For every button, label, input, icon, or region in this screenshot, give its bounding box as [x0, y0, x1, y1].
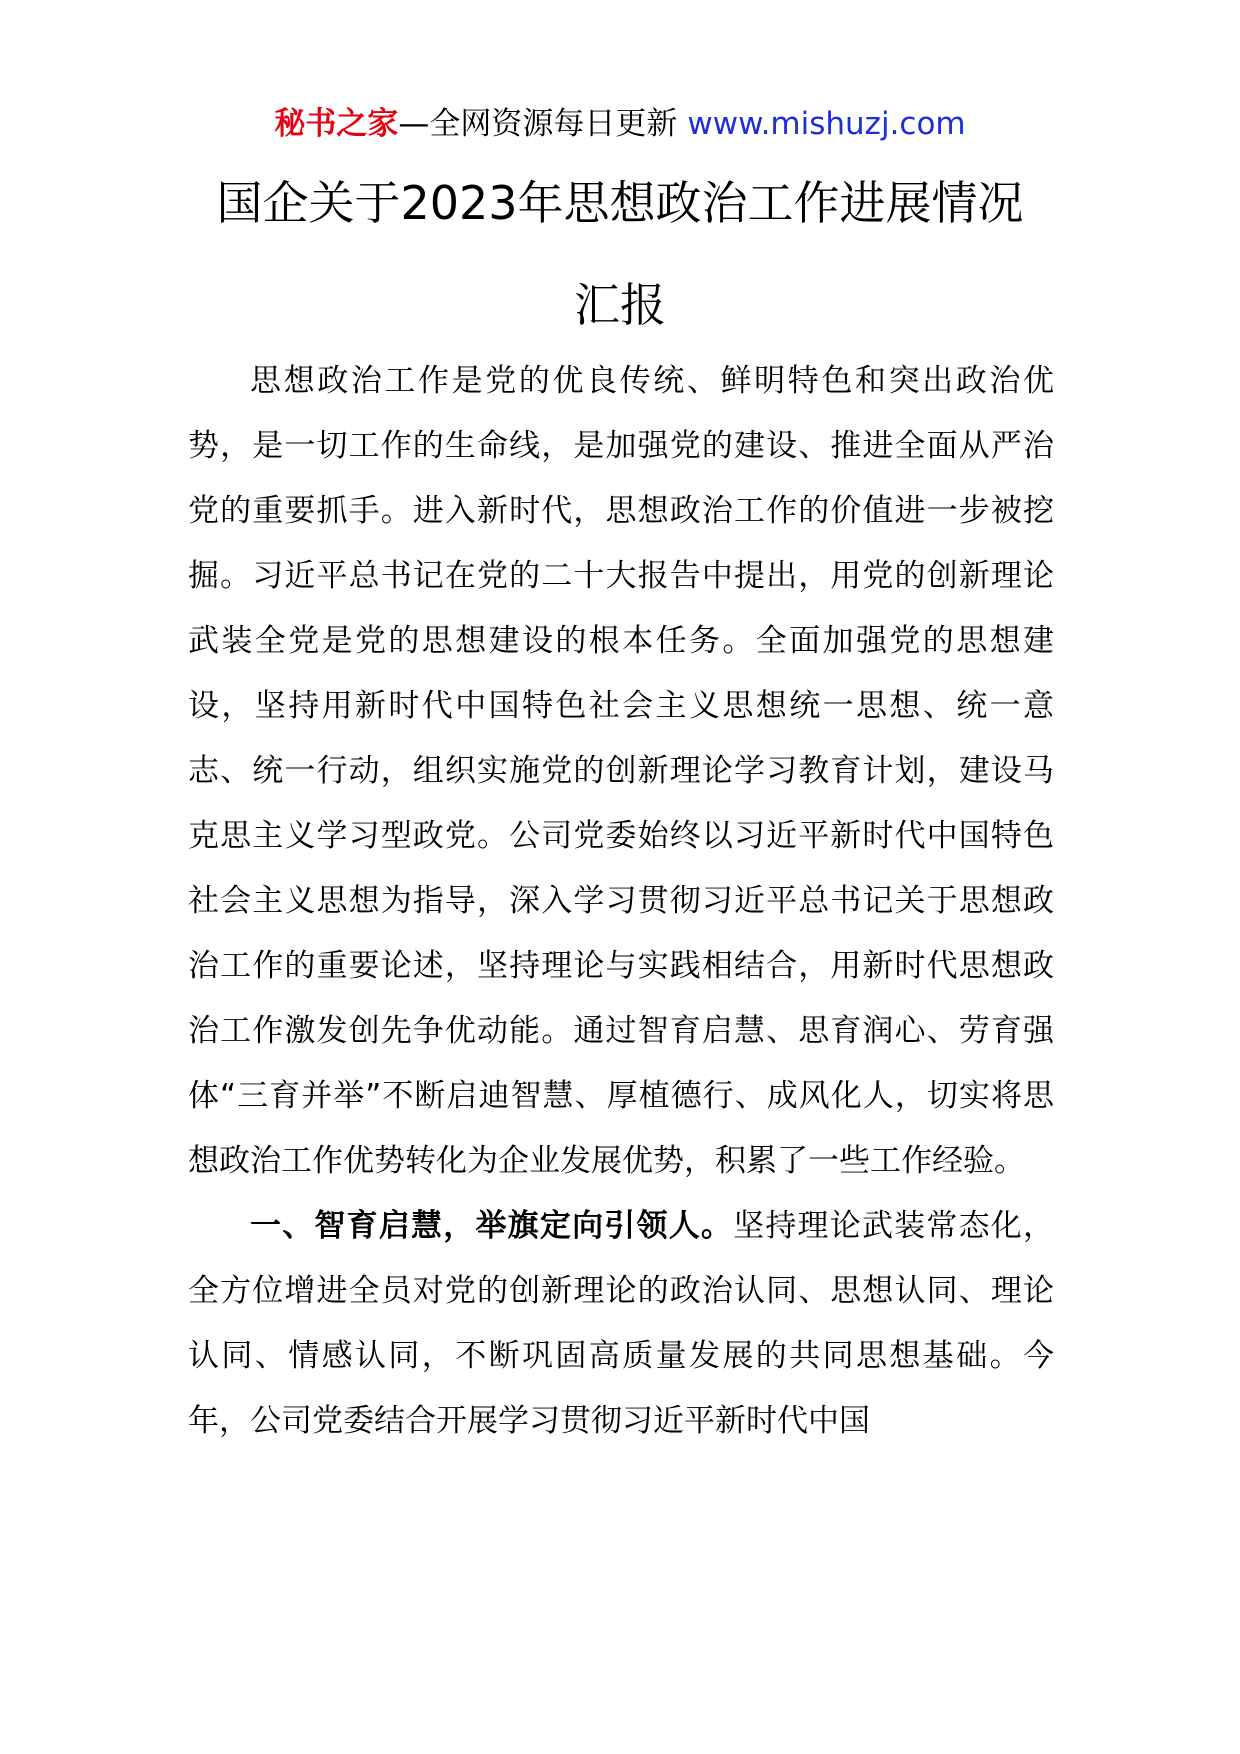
intro-paragraph: 思想政治工作是党的优良传统、鲜明特色和突出政治优势，是一切工作的生命线，是加强党的建设、推进全面从严治党的重要抓手。进入新时代，思想政治工作的价值进一步被挖掘。习近平总书记在党的二十大报告中提出，用党的创新理论武装全党是党的思想建设的根本任务。全面加强党的思想建设，坚持用新时代中国特色社会主义思想统一思想、统一意志、统一行动，组织实施党的创新理论学习教育计划，建设马克思主义学习型政党。公司党委始终以习近平新时代中国特色社会主义思想为指导，深入学习贯彻习近平总书记关于思想政治工作的重要论述，坚持理论与实践相结合，用新时代思想政治工作激发创先争优动能。通过智育启慧、思育润心、劳育强体“三育并举”不断启迪智慧、厚植德行、成风化人，切实将思想政治工作优势转化为企业发展优势，积累了一些工作经验。	[188, 363, 1054, 1179]
title-line-2: 汇报	[574, 278, 666, 332]
site-header	[0, 102, 1240, 146]
site-tagline: —全网资源每日更新	[398, 106, 678, 142]
site-url[interactable]: www.mishuzj.com	[687, 106, 966, 142]
section-1-text: 坚持理论武装常态化，全方位增进全员对党的创新理论的政治认同、思想认同、理论认同、情感认同，不断巩固高质量发展的共同思想基础。今年，公司党委结合开展学习贯彻习近平新时代中国	[188, 1208, 1054, 1439]
document-title	[0, 152, 1240, 356]
section-1-heading: 一、智育启慧，举旗定向引领人。	[250, 1208, 734, 1244]
section-1-paragraph	[188, 1194, 1054, 1454]
document-body	[188, 349, 1054, 1454]
title-line-1: 国企关于2023年思想政治工作进展情况	[216, 176, 1024, 230]
site-brand: 秘书之家	[274, 106, 399, 142]
